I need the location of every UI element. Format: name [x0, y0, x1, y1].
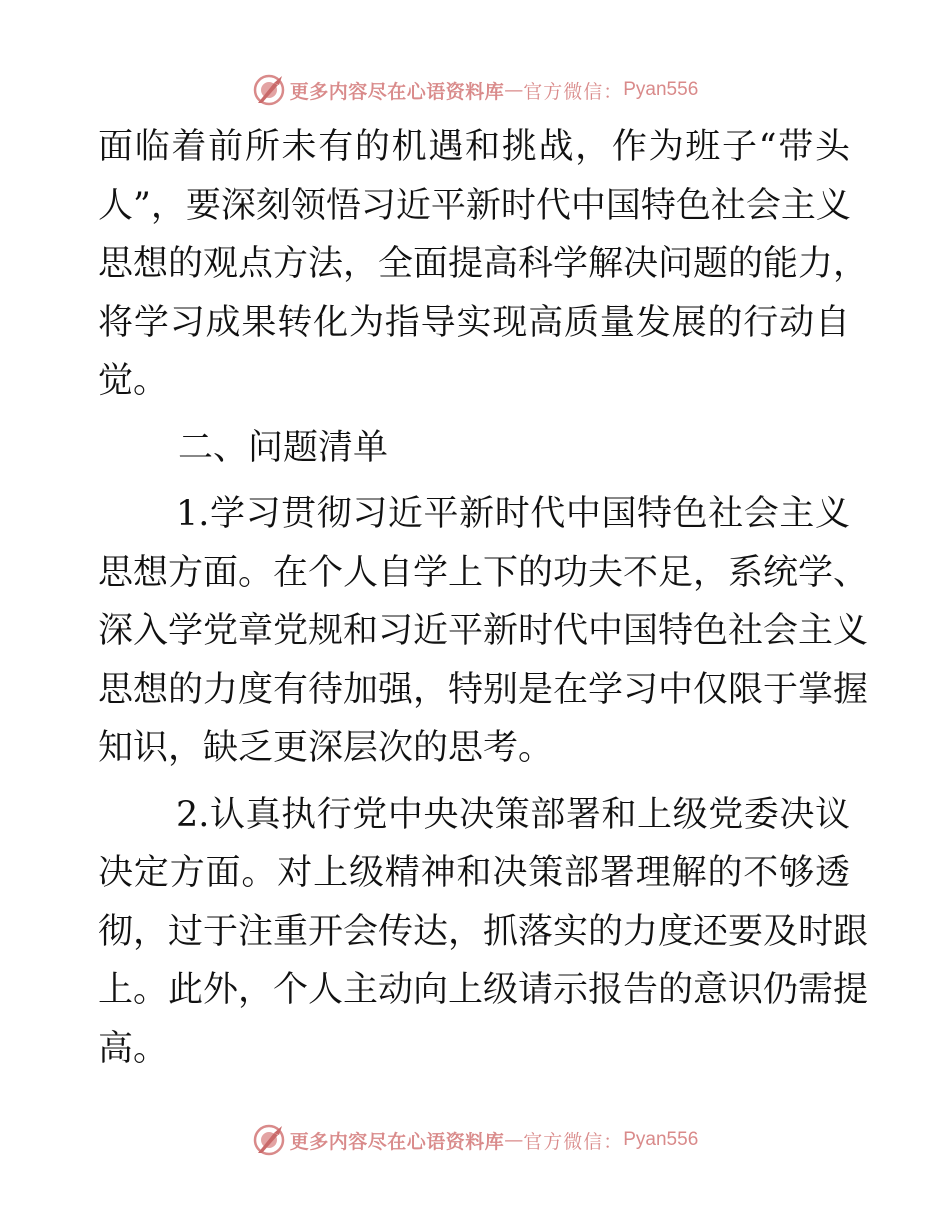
banner-wechat-id: Pyan556 [623, 1129, 699, 1150]
paragraph-3 [98, 786, 869, 1079]
quill-circle-icon [252, 73, 286, 107]
banner-dash: — [504, 79, 524, 101]
paragraph-2 [98, 485, 869, 778]
banner-wechat-label: 官方微信： [523, 80, 624, 103]
text-line: 觉。 [98, 361, 169, 401]
text-line: 将学习成果转化为指导实现高质量发展的行动自 [98, 302, 850, 343]
text-line: 高。 [98, 1028, 169, 1069]
text-line: 思想的力度有待加强，特别是在学习中仅限于掌握 [98, 669, 869, 710]
text-line: 上。此外，个人主动向上级请示报告的意识仍需提 [98, 970, 869, 1010]
banner-main-text: 更多内容尽在心语资料库 [289, 1130, 505, 1153]
text-line: 思想方面。在个人自学上下的功夫不足，系统学、 [98, 552, 869, 593]
banner-main-text: 更多内容尽在心语资料库 [289, 80, 505, 103]
text-line: 深入学党章党规和习近平新时代中国特色社会主义 [98, 611, 869, 651]
text-line: 决定方面。对上级精神和决策部署理解的不够透 [98, 853, 850, 893]
banner-wechat-label: 官方微信： [523, 1130, 624, 1153]
banner-dash: — [504, 1129, 524, 1151]
banner-wechat-id: Pyan556 [623, 79, 699, 100]
text-line: 面临着前所未有的机遇和挑战，作为班子“带头 [98, 127, 850, 167]
text-line: 知识，缺乏更深层次的思考。 [98, 728, 554, 768]
section-heading: 二、问题清单 [178, 427, 389, 468]
text-line: 1.学习贯彻习近平新时代中国特色社会主义 [176, 494, 850, 534]
text-line: 人”，要深刻领悟习近平新时代中国特色社会主义 [98, 185, 851, 226]
text-line: 思想的观点方法，全面提高科学解决问题的能力， [98, 244, 869, 284]
header-banner [0, 70, 950, 110]
document-body [98, 118, 869, 1078]
footer-banner [0, 1120, 950, 1160]
text-line: 彻，过于注重开会传达，抓落实的力度还要及时跟 [98, 911, 869, 952]
text-line: 2.认真执行党中央决策部署和上级党委决议 [176, 794, 850, 835]
paragraph-1 [98, 118, 869, 411]
quill-circle-icon [252, 1123, 286, 1157]
